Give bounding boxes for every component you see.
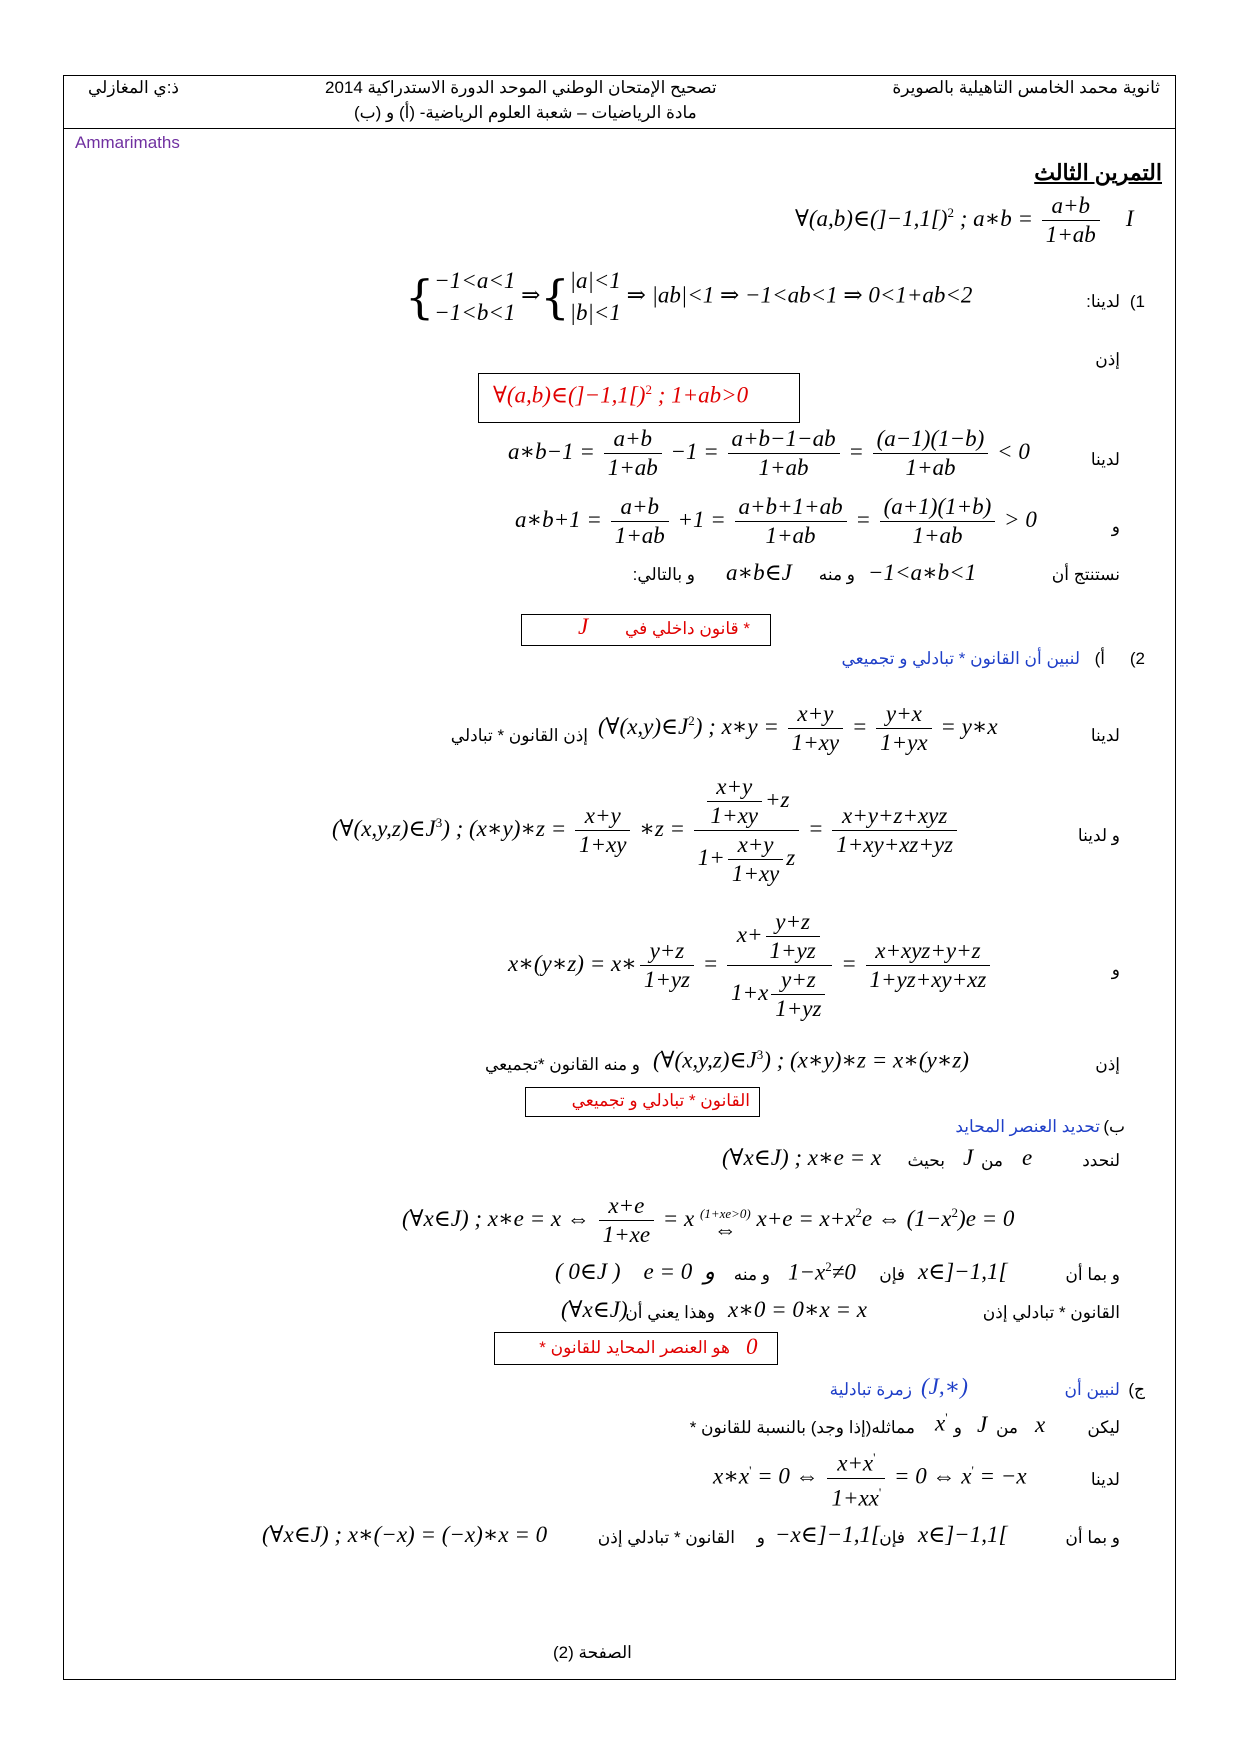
let-3: و	[953, 1418, 962, 1437]
heading-2b: تحديد العنصر المحايد	[955, 1117, 1100, 1136]
lina-label-4: لدينا	[1090, 1470, 1120, 1489]
idhan-label-1: إذن	[1095, 350, 1120, 369]
final-then: فإن	[879, 1528, 905, 1547]
neutral-let: لنحدد	[1082, 1151, 1120, 1170]
assoc-right-eq: x∗(y∗z) = x∗ $\frac{y+z}{1+yz}$ = x+ $\frac{y+z}{1+yz}$ 1+x $\frac{y+z}{1+yz}$ = $\frac{\text{x+xyz+y+z}}{1+yz+xy+xz}$	[508, 908, 993, 1023]
law-comm-1: القانون * تبادلي إذن	[982, 1303, 1120, 1322]
wa-label-1: و	[1111, 517, 1120, 536]
eq-plus-one: a∗b+1 = $\frac{a+b}{1+ab}$ +1 = $\frac{a+b+1+ab}{1+ab}$ = $\frac{(a+1)(1+b)}{1+ab}$ > 0	[515, 494, 1037, 548]
law-comm-2: وهذا يعني أن	[625, 1303, 715, 1322]
conclude-2: و منه	[818, 565, 855, 584]
let-1: ليكن	[1087, 1418, 1120, 1437]
since-and: و منه	[733, 1265, 770, 1284]
let-2: من	[995, 1418, 1018, 1437]
exam-title: تصحيح الإمتحان الوطني الموحد الدورة الاستدراكية 2014	[325, 78, 717, 97]
neutral-forall: (∀x∈J)	[561, 1297, 628, 1322]
final-inverse: (∀x∈J) ; x∗(−x) = (−x)∗x = 0	[262, 1522, 548, 1547]
group-symbol: (J,∗)	[921, 1374, 968, 1399]
comm-assoc-text: القانون * تبادلي و تجميعي	[571, 1091, 750, 1110]
commutativity-eq: $(\forall(x,y)\in J^2)$ ; x∗y = $\frac{x+y}{1+xy}$ = $\frac{y+x}{1+yx}$ = y∗x	[598, 701, 998, 755]
internal-law-text: * قانون داخلي في	[625, 619, 750, 638]
final-since: و بما أن	[1065, 1528, 1120, 1547]
final-law: القانون * تبادلي إذن	[597, 1528, 735, 1547]
since-interval: x∈]−1,1[	[918, 1259, 1008, 1284]
let-xprime: x'	[935, 1410, 948, 1436]
conclude-1: نستنتج أن	[1051, 565, 1120, 584]
heading-2a: لنبين أن القانون * تبادلي و تجميعي	[841, 649, 1080, 668]
conclude-ineq: −1<a∗b<1	[868, 560, 977, 585]
item-2b: ب)	[1103, 1117, 1125, 1136]
law-definition: $\forall(a,b)\in(]-1,1[)^2$ ; a∗b = $\frac{a+b}{1+ab}$ I	[795, 193, 1134, 247]
neutral-derivation: (∀x∈J) ; x∗e = x ⇔ $\frac{x+e}{1+xe}$ = x (1+xe>0) ⇔ $x+e = x+x^2e$ ⇔ $(1-x^2)e = 0$	[402, 1193, 1015, 1247]
lina-label-3: لدينا	[1090, 726, 1120, 745]
let-x: x	[1035, 1412, 1046, 1437]
exam-subtitle: مادة الرياضيات – شعبة العلوم الرياضية- (أ) و (ب)	[354, 103, 697, 122]
let-4: مماثله(إذا وجد) بالنسبة للقانون *	[689, 1418, 915, 1437]
neutral-box-zero: 0	[746, 1334, 758, 1359]
neutral-check: x∗0 = 0∗x = x	[728, 1297, 867, 1322]
final-and: و	[756, 1528, 765, 1547]
page-number: الصفحة (2)	[553, 1643, 632, 1662]
header-divider	[63, 128, 1176, 129]
teacher-name: ذ:ي المغازلي	[88, 78, 179, 97]
assoc-text: و منه القانون *تجميعي	[484, 1055, 640, 1074]
neutral-such: بحيث	[907, 1151, 945, 1170]
since-then: فإن	[879, 1265, 905, 1284]
item-2c: ج)	[1128, 1380, 1145, 1399]
internal-law-set: J	[578, 614, 589, 639]
conclude-member: a∗b∈J	[726, 560, 792, 585]
since-nonzero: $1-x^2\ne 0$	[788, 1259, 856, 1285]
watermark: Ammarimaths	[75, 133, 180, 152]
item-2: 2)	[1129, 649, 1145, 668]
neutral-condition: (∀x∈J) ; x∗e = x	[722, 1145, 882, 1170]
exercise-title: التمرين الثالث	[1034, 160, 1162, 185]
heading-2c-2: زمرة تبادلية	[829, 1380, 912, 1399]
positive-result: $\forall(a,b)\in(]-1,1[)^2$ ; 1+ab>0	[493, 382, 749, 408]
item-1: 1)	[1129, 292, 1145, 311]
neutral-box-text: هو العنصر المحايد للقانون *	[539, 1338, 730, 1357]
assoc-left-eq: $(\forall(x,y,z)\in J^3)$ ; (x∗y)∗z = $\frac{x+y}{1+xy}$ ∗z = $\frac{x+y}{1+xy}$ +z 1+ $\frac{x+y}{1+xy}$ z = $\frac{\text{x+y+z+xyz}}{1+xy+xz+yz}$	[332, 773, 960, 888]
heading-2c-1: لنبين أن	[1064, 1380, 1120, 1399]
neutral-J: J	[963, 1145, 974, 1170]
q1-implication: {−1<a<1 −1<b<1 ⇒{|a|<1 |b|<1 ⇒ |ab|<1 ⇒ −1<ab<1 ⇒ 0<1+ab<2	[405, 268, 973, 325]
wa-label-2: و	[1111, 960, 1120, 979]
inverse-eq: x∗x' = 0 ⇔ $\frac{x+x'}{1+xx'}$ = 0 ⇔ x' = −x	[713, 1444, 1027, 1512]
conclude-3: و بالتالي:	[632, 565, 695, 584]
assoc-result: $(\forall(x,y,z)\in J^3)$ ; (x∗y)∗z = x∗(y∗z)	[653, 1047, 969, 1073]
neutral-e: e	[1022, 1145, 1033, 1170]
lina-label-1: لدينا:	[1086, 292, 1120, 311]
final-neg-interval: −x∈]−1,1[	[775, 1522, 880, 1547]
wa-lina-label: و لدينا	[1077, 826, 1120, 845]
let-J: J	[977, 1412, 988, 1437]
idhan-label-2: إذن	[1095, 1055, 1120, 1074]
neutral-from: من	[980, 1151, 1003, 1170]
eq-minus-one: a∗b−1 = $\frac{a+b}{1+ab}$ −1 = $\frac{a+b-1-ab}{1+ab}$ = $\frac{(a-1)(1-b)}{1+ab}$ < 0	[508, 426, 1030, 480]
comm-text: إذن القانون * تبادلي	[450, 726, 588, 745]
lina-label-2: لدينا	[1090, 450, 1120, 469]
school-name: ثانوية محمد الخامس التاهيلية بالصويرة	[892, 78, 1160, 97]
neutral-zero: ( 0∈J ) e = 0 و	[555, 1259, 715, 1284]
item-2a: أ)	[1094, 649, 1105, 668]
since-1: و بما أن	[1065, 1265, 1120, 1284]
final-interval: x∈]−1,1[	[918, 1522, 1008, 1547]
